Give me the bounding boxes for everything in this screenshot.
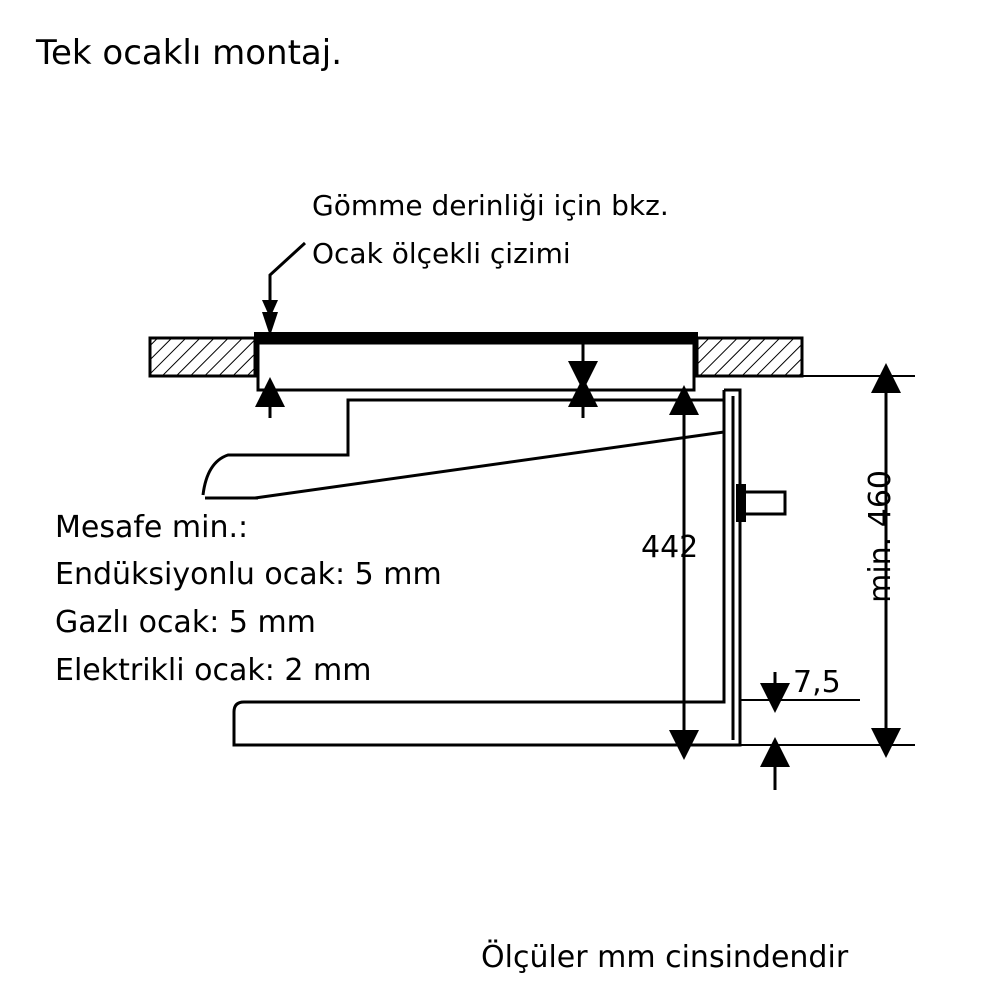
oven-top-panel [203, 400, 724, 498]
dimension-label-7-5: 7,5 [793, 665, 841, 700]
recess-note-line1: Gömme derinliği için bkz. [312, 189, 669, 222]
clearance-heading: Mesafe min.: [55, 510, 249, 545]
units-note: Ölçüler mm cinsindendir [481, 940, 849, 975]
recess-note-leader [262, 243, 305, 336]
worktop-right [697, 338, 802, 376]
recess-note-line2: Ocak ölçekli çizimi [312, 237, 571, 270]
dimension-label-442: 442 [641, 530, 699, 565]
worktop-left [150, 338, 255, 376]
clearance-item-electric: Elektrikli ocak: 2 mm [55, 653, 372, 688]
dimension-label-460: min. 460 [863, 470, 898, 603]
page-title: Tek ocaklı montaj. [36, 33, 343, 73]
connector-nub [736, 484, 785, 522]
clearance-item-induction: Endüksiyonlu ocak: 5 mm [55, 557, 442, 592]
clearance-item-gas: Gazlı ocak: 5 mm [55, 605, 316, 640]
hob-outline [255, 333, 697, 390]
